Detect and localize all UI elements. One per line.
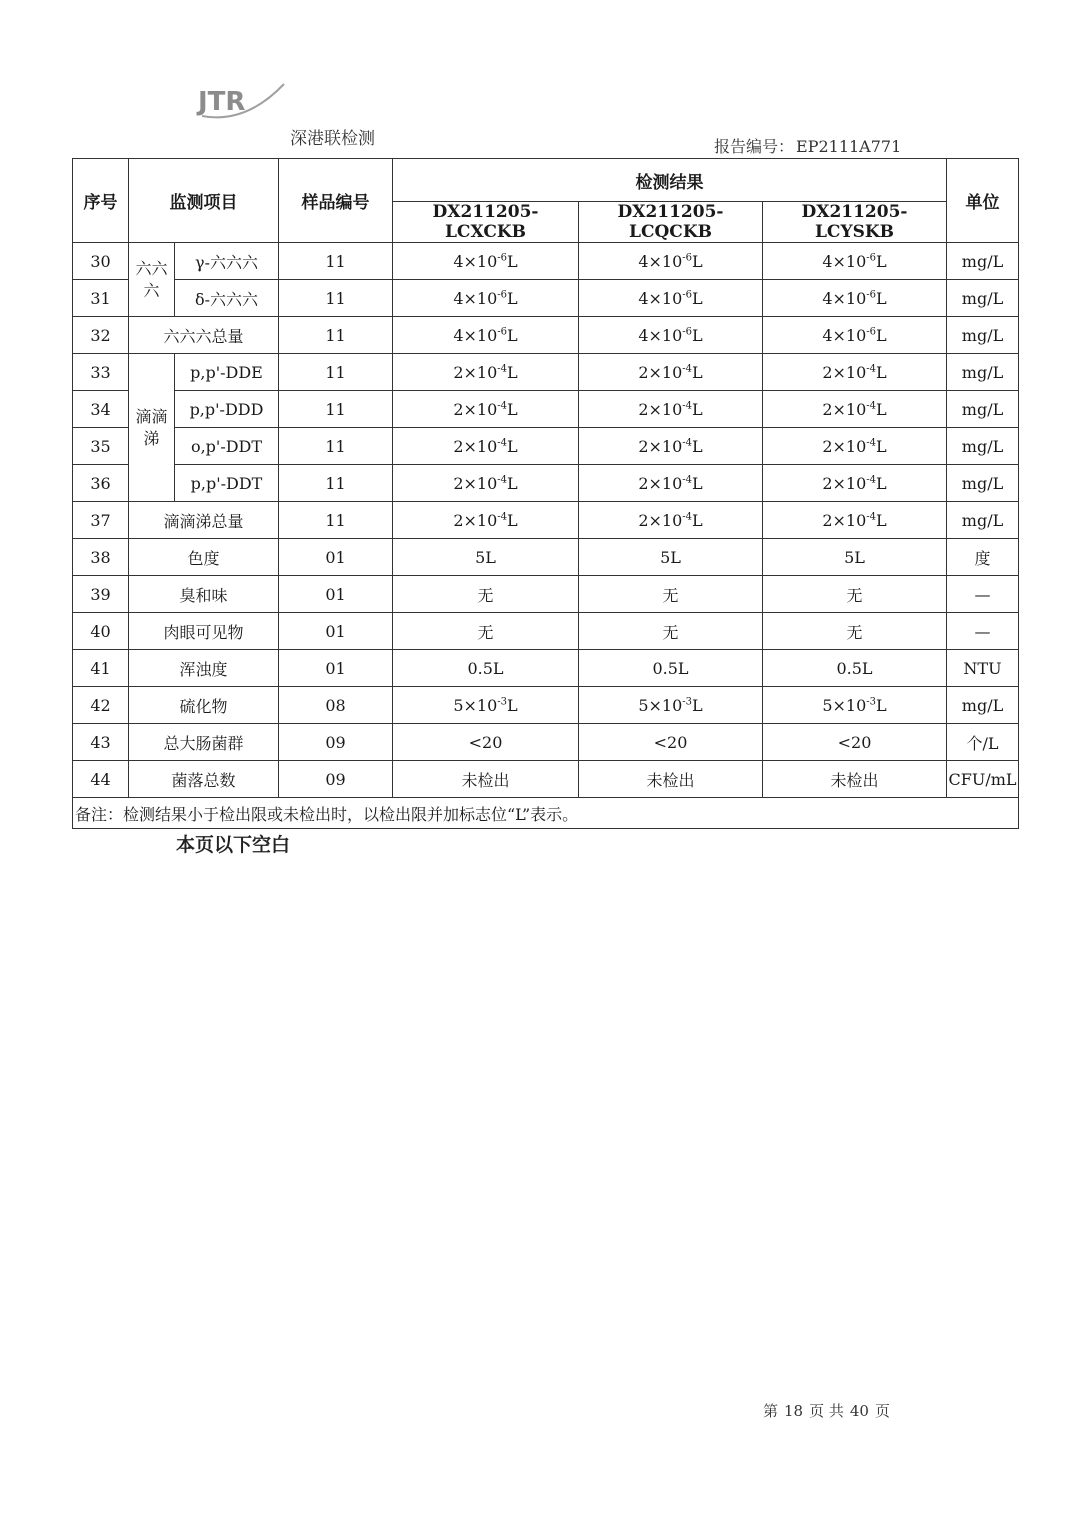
result-value: 4×10 bbox=[822, 325, 867, 345]
result-cell bbox=[763, 243, 947, 280]
table-row bbox=[73, 761, 1019, 798]
result-exponent: -4 bbox=[682, 363, 693, 375]
result-flag: L bbox=[876, 288, 887, 308]
result-flag: L bbox=[507, 436, 518, 456]
seq-cell: 34 bbox=[73, 391, 129, 428]
unit-cell: mg/L bbox=[947, 502, 1019, 539]
result-cell bbox=[763, 280, 947, 317]
table-row bbox=[73, 650, 1019, 687]
result-cell bbox=[579, 243, 763, 280]
result-value: 2×10 bbox=[822, 473, 867, 493]
result-cell bbox=[579, 502, 763, 539]
result-flag: L bbox=[507, 251, 518, 271]
result-value: 4×10 bbox=[638, 251, 683, 271]
result-cell bbox=[579, 687, 763, 724]
page-number bbox=[760, 1400, 893, 1421]
result-cell bbox=[763, 761, 947, 798]
result-value: 未检出 bbox=[830, 770, 879, 790]
result-flag: L bbox=[876, 473, 887, 493]
result-flag: L bbox=[507, 510, 518, 530]
unit-cell: mg/L bbox=[947, 243, 1019, 280]
table-row bbox=[73, 280, 1019, 317]
result-exponent: -4 bbox=[682, 400, 693, 412]
page-prefix: 第 bbox=[763, 1402, 779, 1420]
result-flag: L bbox=[692, 399, 703, 419]
result-cell bbox=[393, 354, 579, 391]
header-sample-1: DX211205-LCXCKB bbox=[393, 202, 579, 243]
result-flag: L bbox=[876, 695, 887, 715]
sample-cell: 01 bbox=[279, 613, 393, 650]
unit-cell: NTU bbox=[947, 650, 1019, 687]
item-cell: 总大肠菌群 bbox=[129, 724, 279, 761]
result-cell bbox=[393, 280, 579, 317]
result-cell bbox=[393, 391, 579, 428]
result-exponent: -4 bbox=[866, 437, 877, 449]
result-cell bbox=[763, 687, 947, 724]
result-cell bbox=[579, 576, 763, 613]
sample-cell: 11 bbox=[279, 317, 393, 354]
result-flag: L bbox=[692, 436, 703, 456]
result-value: 无 bbox=[846, 622, 863, 642]
seq-cell: 30 bbox=[73, 243, 129, 280]
result-cell bbox=[393, 724, 579, 761]
result-cell bbox=[763, 502, 947, 539]
result-flag: L bbox=[876, 436, 887, 456]
item-cell: 菌落总数 bbox=[129, 761, 279, 798]
seq-cell: 35 bbox=[73, 428, 129, 465]
result-cell bbox=[763, 317, 947, 354]
result-flag: L bbox=[692, 251, 703, 271]
result-value: 4×10 bbox=[638, 325, 683, 345]
table-row bbox=[73, 576, 1019, 613]
result-cell bbox=[763, 428, 947, 465]
sample-cell: 11 bbox=[279, 428, 393, 465]
result-cell bbox=[393, 687, 579, 724]
seq-cell: 43 bbox=[73, 724, 129, 761]
result-value: 2×10 bbox=[453, 436, 498, 456]
unit-cell: 度 bbox=[947, 539, 1019, 576]
group-ddt: 滴滴涕 bbox=[129, 354, 175, 502]
result-exponent: -4 bbox=[866, 400, 877, 412]
seq-cell: 39 bbox=[73, 576, 129, 613]
sample-cell: 09 bbox=[279, 761, 393, 798]
page-mid: 页 共 bbox=[809, 1402, 844, 1420]
table-row bbox=[73, 724, 1019, 761]
unit-cell: mg/L bbox=[947, 428, 1019, 465]
result-cell bbox=[579, 465, 763, 502]
page-current: 18 bbox=[784, 1402, 804, 1420]
result-value: 0.5L bbox=[652, 658, 689, 678]
result-value: 4×10 bbox=[822, 288, 867, 308]
header-results: 检测结果 bbox=[393, 159, 947, 202]
table-row bbox=[73, 502, 1019, 539]
result-exponent: -4 bbox=[497, 474, 508, 486]
result-value: 无 bbox=[662, 585, 679, 605]
result-exponent: -3 bbox=[682, 696, 693, 708]
result-flag: L bbox=[692, 325, 703, 345]
header-unit: 单位 bbox=[947, 159, 1019, 243]
result-cell bbox=[579, 280, 763, 317]
result-flag: L bbox=[692, 695, 703, 715]
result-cell bbox=[763, 391, 947, 428]
result-value: <20 bbox=[653, 732, 688, 752]
item-cell: δ-六六六 bbox=[175, 280, 279, 317]
result-value: 2×10 bbox=[453, 473, 498, 493]
unit-cell: mg/L bbox=[947, 354, 1019, 391]
result-exponent: -6 bbox=[866, 289, 877, 301]
result-exponent: -4 bbox=[497, 400, 508, 412]
result-exponent: -3 bbox=[866, 696, 877, 708]
report-number bbox=[712, 134, 901, 157]
jtr-logo bbox=[196, 78, 292, 124]
result-cell bbox=[393, 428, 579, 465]
result-exponent: -6 bbox=[682, 326, 693, 338]
result-value: 2×10 bbox=[638, 436, 683, 456]
result-flag: L bbox=[876, 362, 887, 382]
item-cell: 臭和味 bbox=[129, 576, 279, 613]
result-exponent: -6 bbox=[682, 289, 693, 301]
table-row bbox=[73, 687, 1019, 724]
result-flag: L bbox=[507, 473, 518, 493]
result-exponent: -6 bbox=[497, 326, 508, 338]
result-cell bbox=[763, 613, 947, 650]
result-cell bbox=[579, 650, 763, 687]
header-sample-2: DX211205-LCQCKB bbox=[579, 202, 763, 243]
seq-cell: 40 bbox=[73, 613, 129, 650]
sample-cell: 11 bbox=[279, 280, 393, 317]
item-cell: γ-六六六 bbox=[175, 243, 279, 280]
result-value: 4×10 bbox=[453, 251, 498, 271]
table-row bbox=[73, 428, 1019, 465]
seq-cell: 41 bbox=[73, 650, 129, 687]
result-value: 2×10 bbox=[822, 362, 867, 382]
table-row bbox=[73, 391, 1019, 428]
result-cell bbox=[579, 613, 763, 650]
result-flag: L bbox=[876, 510, 887, 530]
unit-cell: — bbox=[947, 576, 1019, 613]
result-exponent: -6 bbox=[866, 252, 877, 264]
unit-cell: mg/L bbox=[947, 280, 1019, 317]
result-flag: L bbox=[507, 288, 518, 308]
item-cell: 色度 bbox=[129, 539, 279, 576]
remark-text: 备注：检测结果小于检出限或未检出时，以检出限并加标志位“L”表示。 bbox=[73, 798, 1019, 829]
result-cell bbox=[579, 428, 763, 465]
result-exponent: -4 bbox=[497, 511, 508, 523]
result-value: 4×10 bbox=[638, 288, 683, 308]
result-exponent: -6 bbox=[497, 252, 508, 264]
item-cell: o,p'-DDT bbox=[175, 428, 279, 465]
result-exponent: -3 bbox=[497, 696, 508, 708]
result-value: 未检出 bbox=[646, 770, 695, 790]
result-exponent: -6 bbox=[682, 252, 693, 264]
svg-text:JTR: JTR bbox=[198, 87, 246, 117]
result-cell bbox=[579, 317, 763, 354]
result-value: 无 bbox=[477, 585, 494, 605]
result-cell bbox=[393, 243, 579, 280]
seq-cell: 32 bbox=[73, 317, 129, 354]
table-row bbox=[73, 317, 1019, 354]
result-exponent: -4 bbox=[682, 437, 693, 449]
result-value: 无 bbox=[477, 622, 494, 642]
result-exponent: -4 bbox=[866, 474, 877, 486]
result-flag: L bbox=[876, 399, 887, 419]
item-cell: p,p'-DDT bbox=[175, 465, 279, 502]
sample-cell: 11 bbox=[279, 502, 393, 539]
result-flag: L bbox=[507, 695, 518, 715]
item-cell: 硫化物 bbox=[129, 687, 279, 724]
result-cell bbox=[393, 317, 579, 354]
result-cell bbox=[579, 761, 763, 798]
result-flag: L bbox=[692, 473, 703, 493]
result-value: 无 bbox=[662, 622, 679, 642]
result-value: 2×10 bbox=[453, 510, 498, 530]
result-flag: L bbox=[507, 362, 518, 382]
header-sample-3: DX211205-LCYSKB bbox=[763, 202, 947, 243]
sample-cell: 01 bbox=[279, 539, 393, 576]
remark-row bbox=[73, 798, 1019, 829]
result-value: 4×10 bbox=[822, 251, 867, 271]
result-value: 无 bbox=[846, 585, 863, 605]
unit-cell: mg/L bbox=[947, 317, 1019, 354]
result-value: 2×10 bbox=[453, 362, 498, 382]
item-cell: 浑浊度 bbox=[129, 650, 279, 687]
item-cell: 六六六总量 bbox=[129, 317, 279, 354]
result-value: 0.5L bbox=[836, 658, 873, 678]
result-flag: L bbox=[876, 251, 887, 271]
result-flag: L bbox=[507, 399, 518, 419]
result-exponent: -6 bbox=[866, 326, 877, 338]
result-value: 5L bbox=[475, 547, 496, 567]
seq-cell: 42 bbox=[73, 687, 129, 724]
company-name: 深港联检测 bbox=[290, 129, 375, 149]
result-cell bbox=[763, 576, 947, 613]
report-number-value: EP2111A771 bbox=[796, 137, 902, 156]
result-value: 2×10 bbox=[638, 473, 683, 493]
group-hch: 六六六 bbox=[129, 243, 175, 317]
unit-cell: mg/L bbox=[947, 687, 1019, 724]
result-value: 2×10 bbox=[822, 436, 867, 456]
report-number-label: 报告编号： bbox=[714, 137, 795, 156]
unit-cell: CFU/mL bbox=[947, 761, 1019, 798]
seq-cell: 33 bbox=[73, 354, 129, 391]
item-cell: p,p'-DDD bbox=[175, 391, 279, 428]
seq-cell: 38 bbox=[73, 539, 129, 576]
result-flag: L bbox=[507, 325, 518, 345]
result-exponent: -4 bbox=[682, 511, 693, 523]
result-cell bbox=[393, 465, 579, 502]
result-value: 5×10 bbox=[453, 695, 498, 715]
result-value: 2×10 bbox=[822, 399, 867, 419]
result-cell bbox=[579, 354, 763, 391]
unit-cell: — bbox=[947, 613, 1019, 650]
result-value: 2×10 bbox=[638, 510, 683, 530]
result-cell bbox=[393, 539, 579, 576]
result-cell bbox=[763, 354, 947, 391]
results-table bbox=[72, 158, 1019, 829]
result-value: 5L bbox=[844, 547, 865, 567]
header-sample: 样品编号 bbox=[279, 159, 393, 243]
result-value: 未检出 bbox=[461, 770, 510, 790]
item-cell: 滴滴涕总量 bbox=[129, 502, 279, 539]
sample-cell: 09 bbox=[279, 724, 393, 761]
result-value: 2×10 bbox=[638, 362, 683, 382]
table-row bbox=[73, 354, 1019, 391]
result-value: 2×10 bbox=[822, 510, 867, 530]
result-exponent: -4 bbox=[497, 437, 508, 449]
result-value: <20 bbox=[468, 732, 503, 752]
sample-cell: 11 bbox=[279, 243, 393, 280]
page-suffix: 页 bbox=[874, 1402, 890, 1420]
result-exponent: -6 bbox=[497, 289, 508, 301]
result-value: <20 bbox=[837, 732, 872, 752]
header-item: 监测项目 bbox=[129, 159, 279, 243]
result-cell bbox=[763, 539, 947, 576]
table-row bbox=[73, 465, 1019, 502]
result-value: 4×10 bbox=[453, 325, 498, 345]
seq-cell: 44 bbox=[73, 761, 129, 798]
result-cell bbox=[579, 539, 763, 576]
item-cell: p,p'-DDE bbox=[175, 354, 279, 391]
result-flag: L bbox=[692, 288, 703, 308]
result-cell bbox=[579, 724, 763, 761]
result-exponent: -4 bbox=[497, 363, 508, 375]
result-cell bbox=[763, 650, 947, 687]
result-exponent: -4 bbox=[682, 474, 693, 486]
sample-cell: 01 bbox=[279, 650, 393, 687]
result-value: 5×10 bbox=[822, 695, 867, 715]
sample-cell: 11 bbox=[279, 391, 393, 428]
sample-cell: 11 bbox=[279, 465, 393, 502]
result-flag: L bbox=[876, 325, 887, 345]
unit-cell: 个/L bbox=[947, 724, 1019, 761]
table-row bbox=[73, 243, 1019, 280]
seq-cell: 37 bbox=[73, 502, 129, 539]
page-total: 40 bbox=[849, 1402, 869, 1420]
result-value: 5×10 bbox=[638, 695, 683, 715]
result-cell bbox=[393, 576, 579, 613]
result-value: 4×10 bbox=[453, 288, 498, 308]
result-value: 2×10 bbox=[453, 399, 498, 419]
sample-cell: 01 bbox=[279, 576, 393, 613]
result-cell bbox=[393, 613, 579, 650]
result-cell bbox=[393, 650, 579, 687]
result-value: 5L bbox=[660, 547, 681, 567]
result-flag: L bbox=[692, 362, 703, 382]
header-seq: 序号 bbox=[73, 159, 129, 243]
result-value: 0.5L bbox=[467, 658, 504, 678]
result-exponent: -4 bbox=[866, 511, 877, 523]
result-cell bbox=[393, 761, 579, 798]
result-value: 2×10 bbox=[638, 399, 683, 419]
sample-cell: 11 bbox=[279, 354, 393, 391]
blank-note: 本页以下空白 bbox=[176, 834, 291, 856]
table-row bbox=[73, 539, 1019, 576]
result-cell bbox=[393, 502, 579, 539]
unit-cell: mg/L bbox=[947, 465, 1019, 502]
seq-cell: 36 bbox=[73, 465, 129, 502]
sample-cell: 08 bbox=[279, 687, 393, 724]
item-cell: 肉眼可见物 bbox=[129, 613, 279, 650]
result-cell bbox=[763, 465, 947, 502]
seq-cell: 31 bbox=[73, 280, 129, 317]
table-row bbox=[73, 613, 1019, 650]
result-exponent: -4 bbox=[866, 363, 877, 375]
result-cell bbox=[763, 724, 947, 761]
result-flag: L bbox=[692, 510, 703, 530]
unit-cell: mg/L bbox=[947, 391, 1019, 428]
result-cell bbox=[579, 391, 763, 428]
